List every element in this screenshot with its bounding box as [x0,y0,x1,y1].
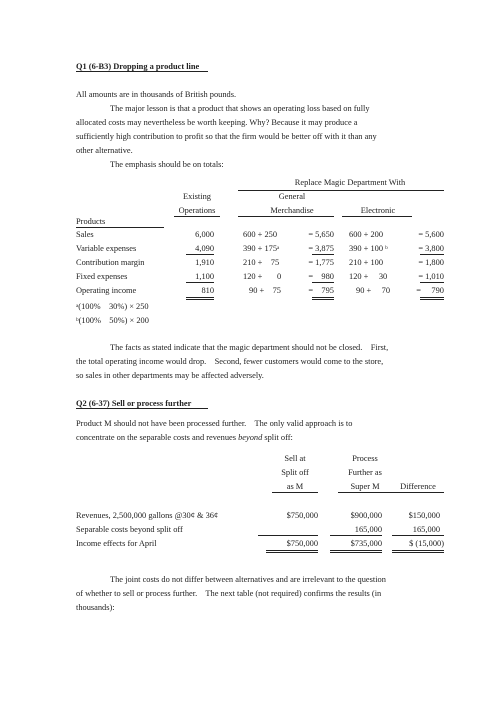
sellat-value: $750,000 [286,539,318,548]
electronic-header: Electronic [360,206,396,215]
el-total: = 3,800 [418,244,444,253]
el-calc: 210 + 100 [349,258,384,267]
separable-rule-1 [258,535,318,536]
sellat-header-rule [272,492,318,493]
existing-value: 1,100 [195,272,214,281]
row-label: Fixed expenses [76,272,128,281]
q2-line2-start: concentrate on the separable costs and revenues [76,433,239,442]
el-calc: 600 + 200 [349,230,384,239]
fixed-rule-2 [312,282,334,283]
el-calc: 390 + 100 ᵇ [349,244,388,253]
separable-rule-3 [392,535,444,536]
replace-header-rule [238,190,444,191]
q2-line2 [76,433,293,443]
gm-total: = 5,650 [308,230,334,239]
process-value: 165,000 [354,525,382,534]
fixed-rule-3 [420,282,444,283]
q2-para2-line1: The joint costs do not differ between alternatives and are irrelevant to the question [110,575,386,584]
income-rule-1a [266,550,318,551]
sellat-value: $750,000 [286,511,318,520]
q1-intro-line: All amounts are in thousands of British pounds. [76,90,237,99]
difference-value: 165,000 [412,525,440,534]
existing-value: 810 [201,286,214,295]
q1-para1-line2: allocated costs may nevertheless be worth keeping. Why? Because it may produce a [76,118,358,127]
difference-header: Difference [400,482,436,491]
footnote-b: ᵇ(100% 50%) × 200 [76,316,149,325]
q2-heading: Q2 (6-37) Sell or process further [76,399,208,409]
el-calc: 90 + 70 [356,286,391,295]
process-header-2: Further as [348,468,382,477]
gm-calc: 600 + 250 [243,230,278,239]
q1-heading: Q1 (6-B3) Dropping a product line [76,62,208,72]
process-header-rule [338,492,444,493]
difference-value: $150,000 [408,511,440,520]
row-label: Operating income [76,286,137,295]
existing-value: 4,090 [195,244,214,253]
row-label: Sales [76,230,94,239]
gm-total: = 1,775 [308,258,334,267]
gm-calc: 390 + 175ᵃ [243,244,280,253]
gm-total: = 795 [308,286,334,295]
income-double-rule-2a [312,297,334,298]
q1-para1-line1: The major lesson is that a product that shows an operating loss based on fully [110,104,370,113]
q2-line2-emphasis: beyond [238,433,263,442]
income-rule-3a [392,550,444,551]
process-value: $900,000 [350,511,382,520]
income-rule-2a [330,550,382,551]
variable-rule-3 [420,254,444,255]
variable-rule-2 [312,254,334,255]
income-rule-1b [266,552,318,553]
row-label: Contribution margin [76,258,145,267]
income-double-rule-3b [420,299,444,300]
general-header-rule [238,216,334,217]
q1-para1-line4: other alternative. [76,146,133,155]
process-header-3: Super M [350,482,380,491]
row-label: Revenues, 2,500,000 gallons @30¢ & 36¢ [76,511,219,520]
process-value: $735,000 [350,539,382,548]
q2-line1: Product M should not have been processed further. The only valid approach is to [76,419,353,428]
el-total: = 1,010 [418,272,444,281]
gm-calc: 120 + 0 [243,272,282,281]
income-double-rule-3a [420,297,444,298]
variable-rule-1 [186,254,214,255]
q1-para2-line3: so sales in other departments may be affected adversely. [76,371,264,380]
separable-rule-2 [330,535,382,536]
row-label: Income effects for April [76,539,157,548]
q1-para1-line3: sufficiently high contribution to profit so that the firm would be better off with it than any [76,132,377,141]
existing-header-1: Existing [183,192,211,201]
difference-value: $ (15,000) [409,539,444,548]
el-calc: 120 + 30 [349,272,388,281]
q2-para2-line3: thousands): [76,603,115,612]
q1-para2-line2: the total operating income would drop. Second, fewer customers would come to the store, [76,357,384,366]
gm-calc: 90 + 75 [249,286,281,295]
q1-emphasis: The emphasis should be on totals: [110,160,224,169]
existing-header-2: Operations [178,206,216,215]
q2-line2-end: split off: [262,433,293,442]
products-rule [76,227,164,228]
fixed-rule-1 [186,282,214,283]
products-label: Products [76,217,106,226]
existing-header-rule [174,216,220,217]
income-rule-3b [392,552,444,553]
gm-calc: 210 + 75 [243,258,280,267]
sellat-header-3: as M [286,482,304,491]
electronic-header-rule [342,216,412,217]
existing-value: 6,000 [195,230,214,239]
general-header-2: Merchandise [270,206,314,215]
income-double-rule-2b [312,299,334,300]
el-total: = 790 [416,286,444,295]
replace-header: Replace Magic Department With [294,178,406,187]
el-total: = 1,800 [418,258,444,267]
income-double-rule-1a [186,297,214,298]
row-label: Variable expenses [76,244,137,253]
gm-total: = 980 [308,272,334,281]
income-double-rule-1b [186,299,214,300]
income-rule-2b [330,552,382,553]
footnote-a: ᵃ(100% 30%) × 250 [76,302,149,311]
gm-total: = 3,875 [308,244,334,253]
existing-value: 1,910 [195,258,214,267]
q1-para2-line1: The facts as stated indicate that the magic department should not be closed. First, [110,343,389,352]
sellat-header-2: Split off [281,468,309,477]
q2-para2-line2: of whether to sell or process further. The next table (not required) confirms the results (in [76,589,382,598]
general-header-1: General [278,192,306,201]
el-total: = 5,600 [418,230,444,239]
process-header-1: Process [352,454,378,463]
sellat-header-1: Sell at [284,454,306,463]
row-label: Separable costs beyond split off [76,525,183,534]
